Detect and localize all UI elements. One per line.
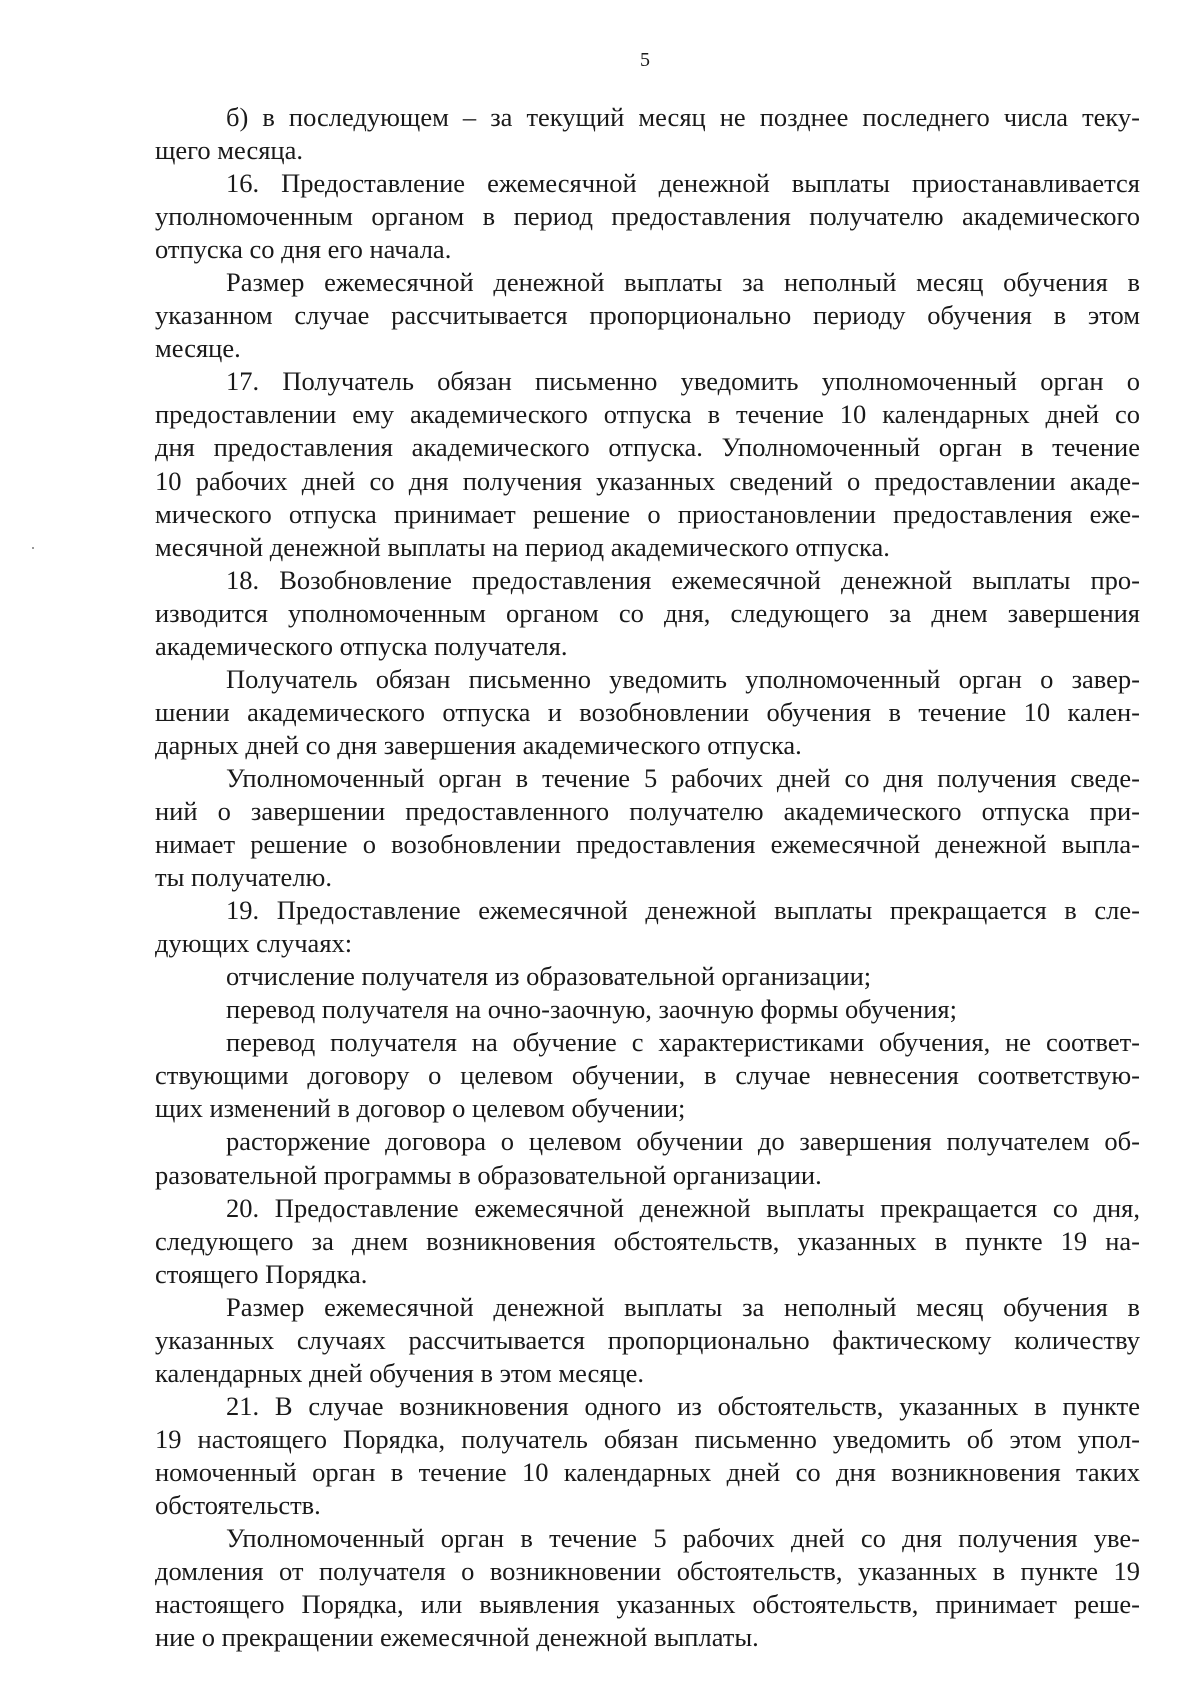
text-line: месяце. [155,333,241,364]
paragraph [155,762,1140,894]
text-line: указанном случае рассчитывается пропорционально периоду обучения в этом [155,300,1140,331]
text-line: б) в последующем – за текущий месяц не позднее последнего числа теку- [226,102,1140,132]
text-line: ние о прекращении ежемесячной денежной выплаты. [155,1622,759,1653]
text-line: 19 настоящего Порядка, получатель обязан письменно уведомить об этом упол- [155,1423,1140,1454]
text-line: дующих случаях: [155,928,353,959]
paragraph [155,167,1140,266]
text-line: мического отпуска принимает решение о приостановлении предоставления еже- [155,498,1140,529]
text-line: указанных случаях рассчитывается пропорционально фактическому количеству [155,1324,1140,1355]
text-line: 18. Возобновление предоставления ежемесячной денежной выплаты про- [226,564,1140,595]
paragraph [155,663,1140,762]
paragraph [155,1522,1140,1654]
text-line: обстоятельств. [155,1489,321,1520]
document-body [155,101,1140,1654]
text-line: Уполномоченный орган в течение 5 рабочих дней со дня получения уве- [226,1523,1140,1554]
paragraph [155,1026,1140,1125]
text-line: шении академического отпуска и возобновлении обучения в течение 10 кален- [155,696,1140,727]
text-line: нимает решение о возобновлении предоставления ежемесячной денежной выпла- [155,829,1140,860]
paragraph [155,101,1140,167]
text-line: 17. Получатель обязан письменно уведомить уполномоченный орган о [226,366,1140,397]
scan-speck [32,547,34,549]
text-line: домления от получателя о возникновении обстоятельств, указанных в пункте 19 [155,1556,1140,1587]
paragraph [155,1291,1140,1390]
text-line: академического отпуска получателя. [155,630,568,661]
paragraph [155,960,1140,993]
text-line: календарных дней обучения в этом месяце. [155,1357,645,1388]
text-line: номоченный орган в течение 10 календарных дней со дня возникновения таких [155,1456,1140,1487]
text-line: отпуска со дня его начала. [155,234,452,265]
text-line: ний о завершении предоставленного получателю академического отпуска при- [155,795,1140,826]
text-line: ты получателю. [155,862,332,893]
text-line: месячной денежной выплаты на период академического отпуска. [155,531,890,562]
text-line: 10 рабочих дней со дня получения указанных сведений о предоставлении акаде- [155,465,1140,496]
text-line: 20. Предоставление ежемесячной денежной выплаты прекращается со дня, [226,1192,1140,1223]
text-line: Уполномоченный орган в течение 5 рабочих дней со дня получения сведе- [226,762,1140,793]
paragraph [155,894,1140,960]
paragraph [155,564,1140,663]
text-line: ствующими договору о целевом обучении, в случае невнесения соответствую- [155,1060,1140,1091]
text-line: предоставлении ему академического отпуска в течение 10 календарных дней со [155,399,1140,430]
text-line: настоящего Порядка, или выявления указанных обстоятельств, принимает реше- [155,1589,1140,1620]
page-number: 5 [640,49,650,71]
text-line: дня предоставления академического отпуска. Уполномоченный орган в течение [155,432,1140,463]
paragraph [155,1192,1140,1291]
text-line: щего месяца. [155,135,303,166]
paragraph [155,1390,1140,1522]
text-line: расторжение договора о целевом обучении до завершения получателем об- [226,1126,1140,1157]
text-line: 21. В случае возникновения одного из обстоятельств, указанных в пункте [226,1390,1140,1421]
paragraph [155,365,1140,563]
text-line: дарных дней со дня завершения академического отпуска. [155,729,802,760]
text-line: Размер ежемесячной денежной выплаты за неполный месяц обучения в [226,1291,1140,1322]
paragraph [155,1125,1140,1191]
paragraph [155,266,1140,365]
text-line: 19. Предоставление ежемесячной денежной выплаты прекращается в сле- [226,895,1140,926]
text-line: отчисление получателя из образовательной организации; [226,961,872,992]
text-line: щих изменений в договор о целевом обучении; [155,1093,686,1124]
text-line: стоящего Порядка. [155,1258,368,1289]
text-line: следующего за днем возникновения обстоятельств, указанных в пункте 19 на- [155,1225,1140,1256]
text-line: изводится уполномоченным органом со дня, следующего за днем завершения [155,597,1140,628]
text-line: Получатель обязан письменно уведомить уполномоченный орган о завер- [226,663,1140,694]
text-line: перевод получателя на обучение с характеристиками обучения, не соответ- [226,1027,1140,1058]
text-line: 16. Предоставление ежемесячной денежной выплаты приостанавливается [226,168,1140,199]
text-line: разовательной программы в образовательной организации. [155,1159,822,1190]
paragraph [155,993,1140,1026]
text-line: Размер ежемесячной денежной выплаты за неполный месяц обучения в [226,267,1140,298]
text-line: перевод получателя на очно-заочную, заочную формы обучения; [226,994,957,1025]
text-line: уполномоченным органом в период предоставления получателю академического [155,201,1140,232]
